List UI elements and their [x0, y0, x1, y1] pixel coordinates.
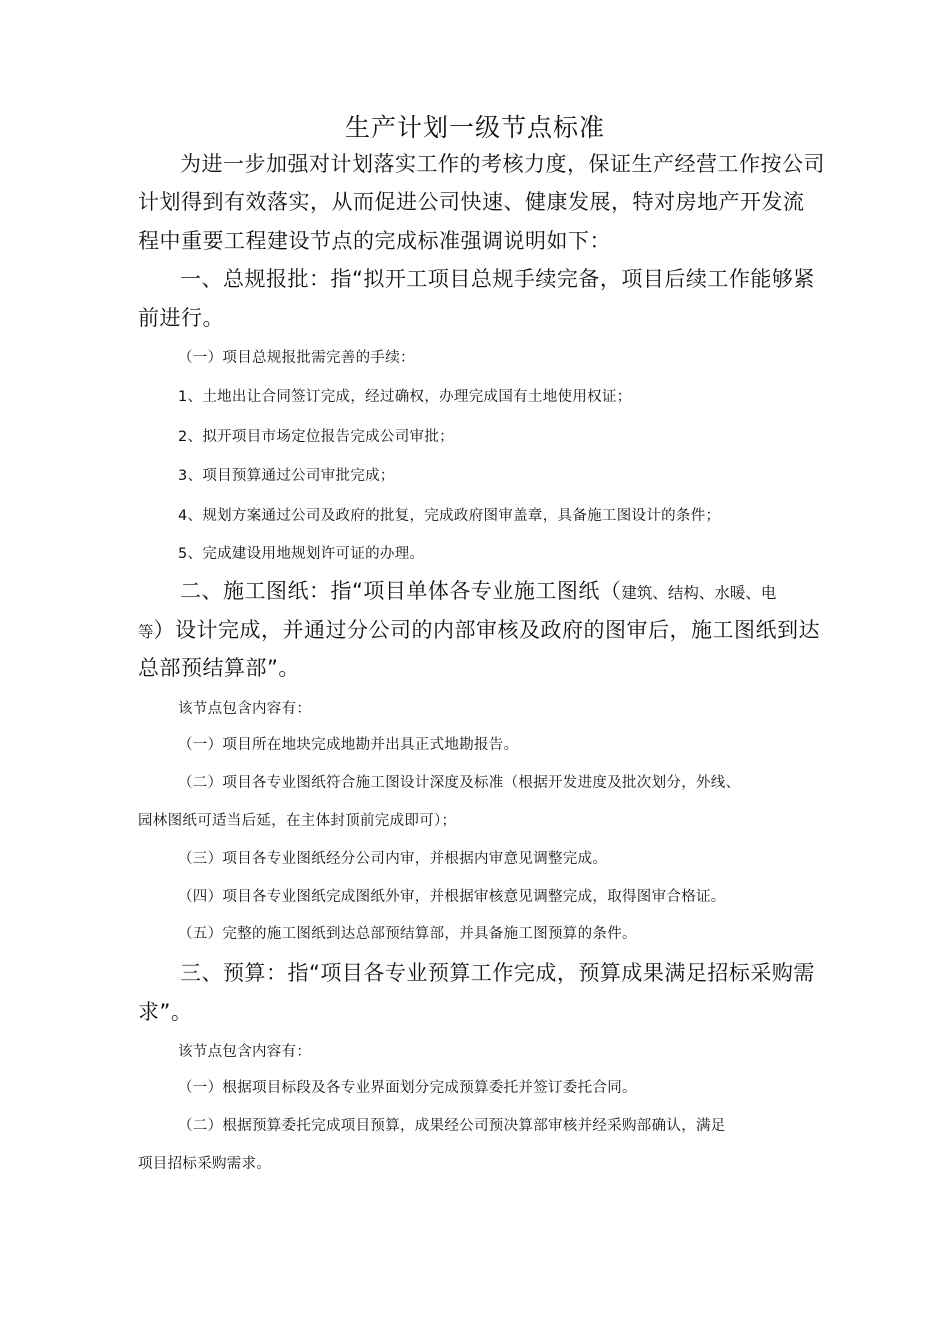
section1-item-2: 2、拟开项目市场定位报告完成公司审批；: [178, 429, 454, 445]
section3-heading-line-1: 三、预算：指“项目各专业预算工作完成，预算成果满足招标采购需: [180, 961, 815, 985]
section2-item-2-cont: 园林图纸可适当后延，在主体封顶前完成即可）；: [138, 813, 457, 829]
section2-heading-line-2-small: 等: [138, 623, 154, 641]
section2-heading-line-2-main: ）设计完成，并通过分公司的内部审核及政府的图审后，施工图纸到达: [153, 618, 821, 642]
section2-heading-line-2: [138, 614, 820, 644]
section1-heading-line-2: 前进行。: [138, 306, 224, 330]
section1-heading-line-1: 一、总规报批：指“拟开工项目总规手续完备，项目后续工作能够紧: [180, 267, 815, 291]
section1-item-3: 3、项目预算通过公司审批完成；: [178, 468, 395, 484]
document-title: 生产计划一级节点标准: [344, 113, 605, 142]
section1-item-5: 5、完成建设用地规划许可证的办理。: [178, 546, 425, 562]
intro-line-1: 为进一步加强对计划落实工作的考核力度，保证生产经营工作按公司: [180, 152, 825, 176]
section2-item-1: （一）项目所在地块完成地勘并出具正式地勘报告。: [178, 737, 519, 753]
section1-sub-heading: （一）项目总规报批需完善的手续：: [178, 350, 415, 366]
section2-heading-line-1-main: 二、施工图纸：指“项目单体各专业施工图纸（: [180, 579, 622, 603]
section2-heading-line-3: 总部预结算部”。: [138, 656, 300, 680]
section2-contents-label: 该节点包含内容有：: [178, 701, 312, 717]
section2-heading-line-1: [180, 575, 776, 605]
intro-line-3: 程中重要工程建设节点的完成标准强调说明如下：: [138, 229, 611, 253]
section3-heading-line-2: 求”。: [138, 1000, 193, 1024]
section2-item-3: （三）项目各专业图纸经分公司内审，并根据内审意见调整完成。: [178, 851, 608, 867]
intro-line-2: 计划得到有效落实，从而促进公司快速、健康发展，特对房地产开发流: [138, 190, 805, 214]
section1-item-1: 1、土地出让合同签订完成，经过确权，办理完成国有土地使用权证；: [178, 389, 632, 405]
section2-heading-line-1-small: 建筑、结构、水暖、电: [621, 584, 777, 602]
section2-item-4: （四）项目各专业图纸完成图纸外审，并根据审核意见调整完成，取得图审合格证。: [178, 889, 726, 905]
section3-item-2: （二）根据预算委托完成项目预算，成果经公司预决算部审核并经采购部确认，满足: [178, 1118, 726, 1134]
section2-item-5: （五）完整的施工图纸到达总部预结算部，并具备施工图预算的条件。: [178, 926, 637, 942]
section1-item-4: 4、规划方案通过公司及政府的批复，完成政府图审盖章，具备施工图设计的条件；: [178, 508, 721, 524]
section3-item-1: （一）根据项目标段及各专业界面划分完成预算委托并签订委托合同。: [178, 1080, 637, 1096]
section3-item-2-cont: 项目招标采购需求。: [138, 1156, 272, 1172]
section2-item-2: （二）项目各专业图纸符合施工图设计深度及标准（根据开发进度及批次划分，外线、: [178, 775, 741, 791]
section3-contents-label: 该节点包含内容有：: [178, 1044, 312, 1060]
